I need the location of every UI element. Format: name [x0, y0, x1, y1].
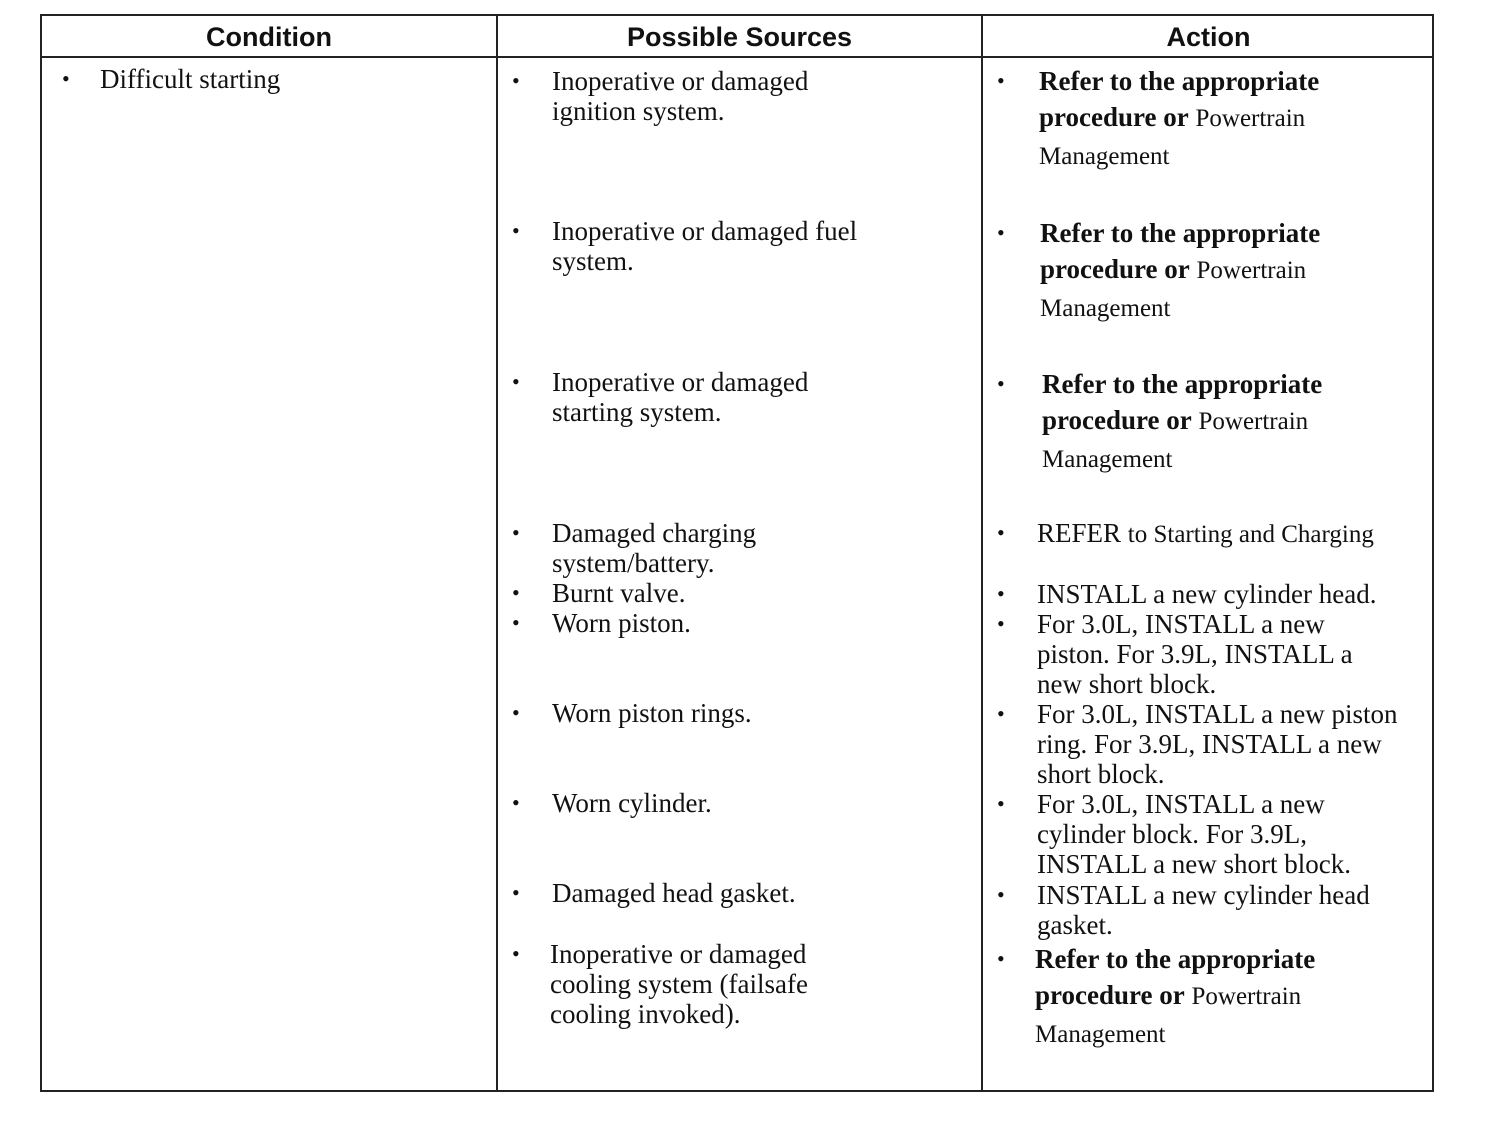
action-item [1037, 518, 1432, 550]
bullet-icon: • [997, 520, 1005, 545]
source-item: Worn cylinder. [552, 788, 712, 818]
source-item: Inoperative or damaged ignition system. [552, 66, 809, 126]
action-item: INSTALL a new cylinder head gasket. [1037, 880, 1370, 940]
action-item [1040, 215, 1400, 327]
bullet-icon: • [997, 791, 1005, 816]
bullet-icon: • [512, 880, 520, 905]
source-item: Inoperative or damaged starting system. [552, 367, 809, 427]
bullet-icon: • [997, 371, 1005, 396]
bullet-icon: • [512, 68, 520, 93]
action-procedure: the appropriate procedure or [1042, 369, 1323, 435]
action-item [1035, 941, 1395, 1053]
source-item: Burnt valve. [552, 578, 686, 608]
action-procedure: the appropriate procedure or [1035, 944, 1316, 1010]
bullet-icon: • [997, 220, 1005, 245]
header-action: Action [1166, 22, 1251, 52]
column-divider [496, 16, 498, 1090]
bullet-icon: • [512, 941, 520, 966]
column-divider [981, 16, 983, 1090]
action-item: For 3.0L, INSTALL a new cylinder block. For 3.9L, INSTALL a new short block. [1037, 789, 1352, 879]
action-reference: Powertrain Management [1039, 105, 1306, 170]
action-refer: Refer to [1035, 944, 1129, 974]
action-item [1042, 366, 1402, 478]
bullet-icon: • [997, 611, 1005, 636]
action-reference: Powertrain Management [1035, 983, 1302, 1048]
table-header-row [42, 16, 1432, 58]
source-item: Damaged charging system/battery. [552, 518, 757, 578]
action-item: For 3.0L, INSTALL a new piston. For 3.9L, INSTALL a new short block. [1037, 609, 1353, 699]
header-condition: Condition [206, 22, 332, 52]
header-possible-sources: Possible Sources [626, 22, 853, 52]
source-item: Inoperative or damaged fuel system. [552, 216, 858, 276]
bullet-icon: • [512, 520, 520, 545]
bullet-icon: • [997, 581, 1005, 606]
diagnosis-table [40, 14, 1434, 1092]
action-item: INSTALL a new cylinder head. [1037, 579, 1377, 609]
bullet-icon: • [997, 68, 1005, 93]
bullet-icon: • [997, 701, 1005, 726]
action-reference: to Starting and Charging [1127, 521, 1374, 548]
action-reference: Powertrain Management [1040, 257, 1307, 322]
action-item [1039, 63, 1399, 175]
bullet-icon: • [997, 882, 1005, 907]
bullet-icon: • [512, 580, 520, 605]
action-refer: Refer to [1040, 218, 1134, 248]
action-procedure: the appropriate procedure or [1039, 66, 1320, 132]
bullet-icon: • [512, 369, 520, 394]
bullet-icon: • [512, 610, 520, 635]
action-item: For 3.0L, INSTALL a new piston ring. For 3.9L, INSTALL a new short block. [1037, 699, 1398, 789]
action-refer: Refer to [1039, 66, 1133, 96]
bullet-icon: • [512, 790, 520, 815]
bullet-icon: • [997, 946, 1005, 971]
action-refer: Refer to [1042, 369, 1136, 399]
action-procedure: the appropriate procedure or [1040, 218, 1321, 284]
source-item: Worn piston rings. [552, 698, 752, 728]
source-item: Worn piston. [552, 608, 691, 638]
bullet-icon: • [512, 700, 520, 725]
bullet-icon: • [512, 218, 520, 243]
source-item: Inoperative or damaged cooling system (failsafe cooling invoked). [550, 939, 808, 1029]
source-item: Damaged head gasket. [552, 878, 796, 908]
action-reference: Powertrain Management [1042, 408, 1309, 473]
action-refer: REFER [1037, 518, 1122, 548]
bullet-icon: • [62, 66, 70, 91]
condition-text: Difficult starting [100, 64, 281, 94]
